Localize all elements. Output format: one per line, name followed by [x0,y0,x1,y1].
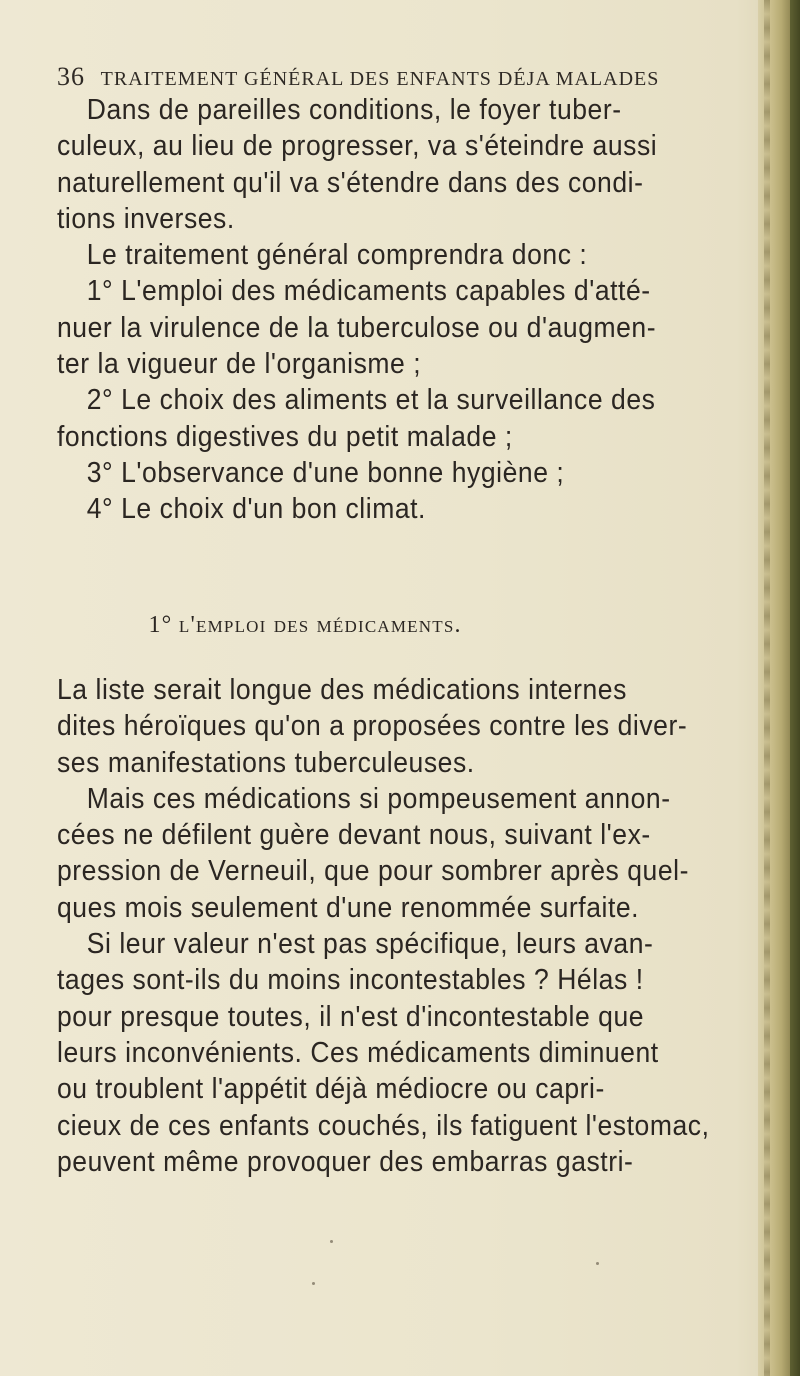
text-line: Mais ces médications si pompeusement annon- [86,782,671,815]
text-line: dites héroïques qu'on a proposées contre les diver- [57,710,688,743]
text-line: peuvent même provoquer des embarras gastri- [57,1145,634,1178]
text-line: Le traitement général comprendra donc : [86,239,588,272]
text-line: 4° Le choix d'un bon climat. [86,493,426,526]
text-line: pression de Verneuil, que pour sombrer après quel- [57,855,689,888]
text-line: 1° L'emploi des médicaments capables d'atté- [86,275,651,308]
body-text-bottom [57,672,739,1180]
text-line: ou troublent l'appétit déjà médiocre ou capri- [57,1073,605,1106]
text-line: naturellement qu'il va s'étendre dans des condi- [57,166,644,199]
section-number: 1° [148,612,173,638]
text-line: 2° Le choix des aliments et la surveillance des [86,384,656,417]
text-line: leurs inconvénients. Ces médicaments diminuent [57,1036,659,1069]
text-line: 3° L'observance d'une bonne hygiène ; [86,456,565,489]
paper-speck [596,1262,599,1265]
text-line: La liste serait longue des médications internes [57,674,627,706]
text-line: nuer la virulence de la tuberculose ou d'augmen- [57,311,657,344]
text-line: ter la vigueur de l'organisme ; [57,348,422,381]
body-text-top [57,92,739,528]
text-line: pour presque toutes, il n'est d'incontestable que [57,1000,645,1033]
text-line: ses manifestations tuberculeuses. [57,746,475,779]
text-line: Si leur valeur n'est pas spécifique, leurs avan- [86,928,654,961]
text-line: cieux de ces enfants couchés, ils fatiguent l'estomac, [57,1109,710,1142]
running-header [57,62,737,92]
text-line: cées ne défilent guère devant nous, suivant l'ex- [57,819,651,852]
section-heading [57,612,739,639]
page-number: 36 [57,62,85,91]
paper-speck [330,1240,333,1243]
text-line: culeux, au lieu de progresser, va s'éteindre aussi [57,130,658,163]
section-title: l'emploi des médicaments. [178,612,462,638]
text-line: ques mois seulement d'une renommée surfaite. [57,891,640,924]
paper-speck [312,1282,315,1285]
text-line: tages sont-ils du moins incontestables ? Hélas ! [57,964,644,997]
text-line: tions inverses. [57,202,235,235]
book-binding-edge [758,0,800,1376]
text-line: Dans de pareilles conditions, le foyer tuber- [86,94,622,126]
text-line: fonctions digestives du petit malade ; [57,420,513,453]
running-title: TRAITEMENT GÉNÉRAL DES ENFANTS DÉJA MALADES [100,68,660,90]
